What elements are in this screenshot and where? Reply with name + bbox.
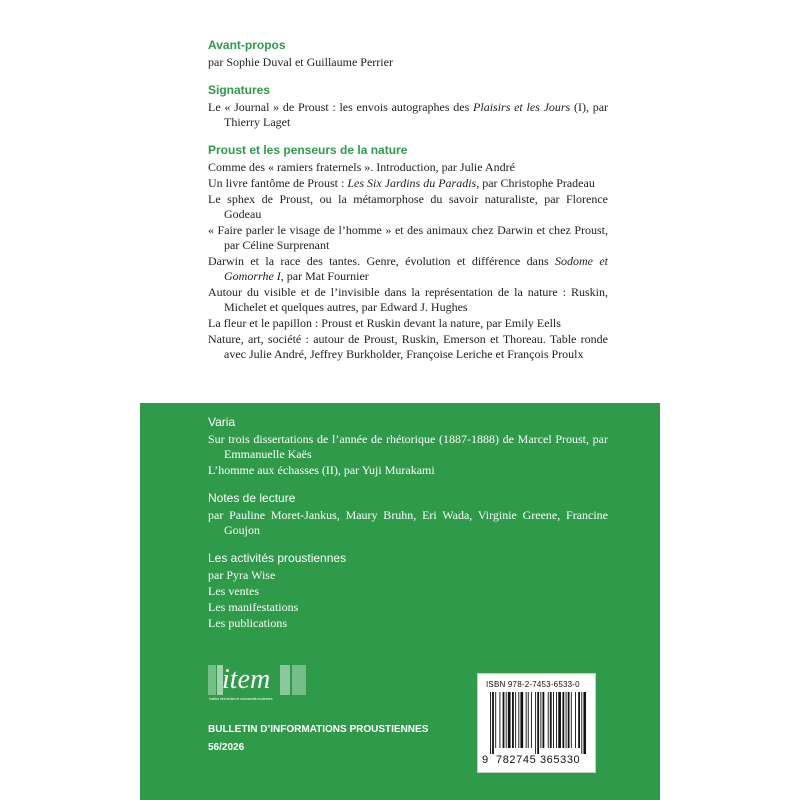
entry-text: Les ventes: [208, 584, 259, 598]
bulletin-issue: 56/2026: [208, 742, 245, 753]
entry-text: Nature, art, société : autour de Proust, Ruskin, Emerson et Thoreau. Table ronde avec Julie André, Jeffrey Burkholder, Françoise Leriche et François Proulx: [208, 332, 608, 361]
entry-text: Les publications: [208, 616, 287, 630]
barcode-bar: [518, 692, 519, 748]
barcode-bar: [512, 692, 514, 748]
logo-wordmark: item: [222, 664, 271, 695]
entry-text: Autour du visible et de l’invisible dans la représentation de la nature : Ruskin, Michelet et quelques autres, par Edward J. Hughes: [208, 285, 608, 314]
contents-entry: [208, 584, 608, 599]
entry-text: par Pyra Wise: [208, 568, 276, 582]
bulletin-block: [208, 723, 428, 754]
contents-entry: [208, 316, 608, 331]
barcode-bar: [495, 692, 496, 748]
entry-text: Les manifestations: [208, 600, 299, 614]
contents-entry: [208, 285, 608, 315]
barcode-bar: [571, 692, 572, 748]
back-cover: [140, 0, 660, 800]
contents-section: [208, 491, 608, 538]
barcode-bar: [531, 692, 532, 748]
contents-entry: [208, 463, 608, 478]
contents-entry: [208, 508, 608, 538]
contents-entry: [208, 616, 608, 631]
contents-entry: [208, 192, 608, 222]
barcode-bar: [492, 692, 494, 754]
section-heading: Varia: [208, 415, 236, 429]
contents-entry: [208, 160, 608, 175]
entry-text: , par Christophe Pradeau: [476, 176, 595, 190]
section-heading: Avant-propos: [208, 38, 286, 52]
barcode-bar: [553, 692, 554, 748]
contents-entry: [208, 568, 608, 583]
barcode-bar: [537, 692, 539, 754]
barcode-bar: [490, 692, 491, 754]
barcode-bar: [566, 692, 567, 748]
barcode-bar: [515, 692, 516, 748]
barcode-bar: [562, 692, 564, 748]
barcode-bars: [490, 692, 586, 754]
entry-text: Darwin et la race des tantes. Genre, évolution et différence dans: [208, 254, 555, 268]
contents-entry: [208, 55, 608, 70]
barcode-bar: [581, 692, 582, 754]
contents-entry: [208, 254, 608, 284]
item-logo: [208, 662, 308, 702]
barcode-bar: [548, 692, 549, 748]
entry-text: L’homme aux échasses (II), par Yuji Murakami: [208, 463, 435, 477]
section-heading: Signatures: [208, 83, 271, 97]
contents-section: [208, 83, 608, 130]
barcode: [477, 673, 596, 773]
barcode-bar: [578, 692, 580, 748]
section-heading: Notes de lecture: [208, 491, 296, 505]
barcode-bar: [528, 692, 529, 748]
entry-title-italic: Sodome et Gomorrhe I: [224, 254, 608, 283]
barcode-bar: [556, 692, 557, 748]
barcode-bar: [583, 692, 586, 754]
entry-text: (I), par Thierry Laget: [224, 100, 609, 129]
ean-digits: 782745 365330: [496, 754, 581, 766]
contents-section: [208, 551, 608, 631]
logo-subtitle: Institut des textes et manuscrits modernes: [209, 697, 273, 701]
contents-section: [208, 143, 608, 362]
contents-entry: [208, 432, 608, 462]
barcode-bar: [526, 692, 527, 748]
barcode-bar: [575, 692, 576, 748]
barcode-bar: [535, 692, 536, 754]
contents-section: [208, 38, 608, 70]
entry-text: Un livre fantôme de Proust :: [208, 176, 348, 190]
barcode-bar: [540, 692, 541, 748]
contents-entry: [208, 176, 608, 191]
ean-first-digit: 9: [482, 754, 489, 766]
section-heading: Les activités proustiennes: [208, 551, 347, 565]
barcode-bar: [550, 692, 552, 748]
barcode-bar: [558, 692, 561, 748]
entry-title-italic: Plaisirs et les Jours: [473, 100, 571, 114]
isbn-label: ISBN 978-2-7453-6533-0: [486, 680, 580, 689]
barcode-bar: [520, 692, 523, 748]
entry-text: « Faire parler le visage de l’homme » et des animaux chez Darwin et chez Proust, par Céline Surprenant: [208, 223, 608, 252]
entry-text: La fleur et le papillon : Proust et Ruskin devant la nature, par Emily Eells: [208, 316, 561, 330]
contents-section: [208, 415, 608, 478]
logo-graphic: [208, 662, 308, 702]
barcode-bar: [503, 692, 505, 748]
entry-text: , par Mat Fournier: [280, 269, 369, 283]
entry-title-italic: Les Six Jardins du Paradis: [347, 176, 477, 190]
section-heading: Proust et les penseurs de la nature: [208, 143, 408, 157]
entry-text: par Pauline Moret-Jankus, Maury Bruhn, Eri Wada, Virginie Greene, Francine Goujon: [208, 508, 608, 537]
entry-text: Le « Journal » de Proust : les envois autographes des: [208, 100, 474, 114]
contents-entry: [208, 223, 608, 253]
entry-text: Comme des « ramiers fraternels ». Introduction, par Julie André: [208, 160, 515, 174]
contents-bottom: [208, 415, 608, 632]
barcode-bar: [568, 692, 570, 748]
entry-text: Sur trois dissertations de l’année de rhétorique (1887-1888) de Marcel Proust, par Emmanuelle Kaës: [208, 432, 608, 461]
barcode-bar: [543, 692, 545, 748]
bulletin-title: BULLETIN D’INFORMATIONS PROUSTIENNES: [208, 724, 429, 735]
barcode-bar: [506, 692, 507, 748]
contents-top: [208, 38, 608, 363]
barcode-bar: [499, 692, 500, 748]
entry-text: par Sophie Duval et Guillaume Perrier: [208, 55, 393, 69]
contents-entry: [208, 100, 608, 130]
entry-text: Le sphex de Proust, ou la métamorphose du savoir naturaliste, par Florence Godeau: [208, 192, 608, 221]
contents-entry: [208, 332, 608, 362]
contents-entry: [208, 600, 608, 615]
barcode-bar: [508, 692, 511, 748]
